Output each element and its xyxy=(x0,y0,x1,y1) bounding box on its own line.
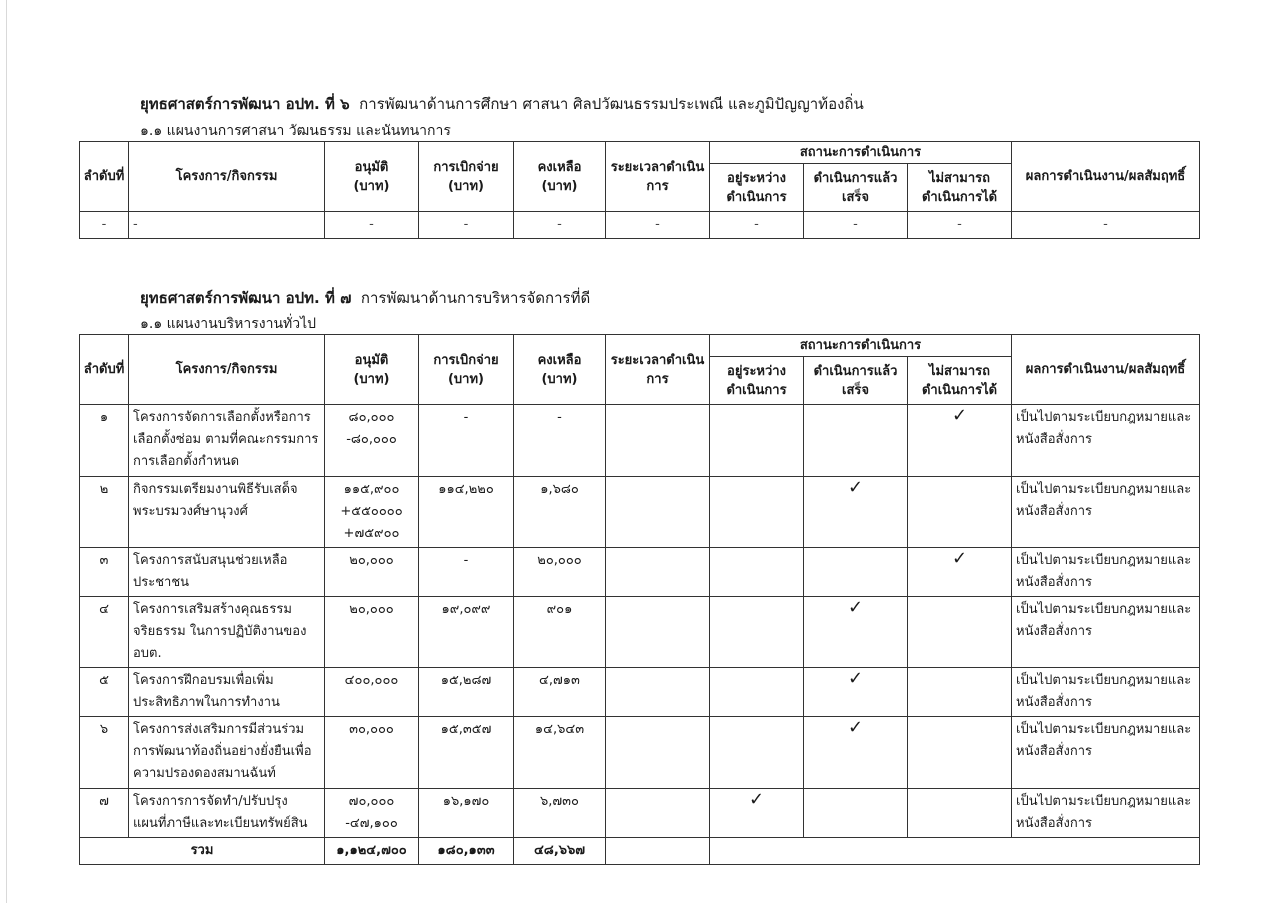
cell-project: โครงการส่งเสริมการมีส่วนร่วมการพัฒนาท้องถิ่นอย่างยั่งยืนเพื่อความปรองดองสมานฉันท์ xyxy=(129,717,325,789)
table-row xyxy=(80,477,1200,548)
cell-cannot: ✓ xyxy=(908,405,1012,477)
cell-done: ✓ xyxy=(804,477,908,548)
cell-no: ๑ xyxy=(80,405,129,477)
approved-line: -๘๐,๐๐๐ xyxy=(346,432,397,447)
cell-approved xyxy=(325,717,419,789)
cell-project: โครงการเสริมสร้างคุณธรรมจริยธรรม ในการปฏิบัติงานของ อบต. xyxy=(129,597,325,668)
total-row xyxy=(80,838,1200,865)
section7-table xyxy=(79,334,1200,865)
cell-period xyxy=(606,668,710,717)
cell-cannot: ✓ xyxy=(908,548,1012,597)
cell-project: โครงการการจัดทำ/ปรับปรุงแผนที่ภาษีและทะเบียนทรัพย์สิน xyxy=(129,789,325,838)
cell-in-progress xyxy=(710,717,804,789)
cell-no: ๖ xyxy=(80,717,129,789)
cell-result: เป็นไปตามระเบียบกฎหมายและหนังสือสั่งการ xyxy=(1012,548,1200,597)
col-period: ระยะเวลาดำเนินการ xyxy=(606,335,710,405)
cell-approved xyxy=(325,597,419,668)
col-done: ดำเนินการแล้วเสร็จ xyxy=(804,164,908,212)
cell-remaining: - xyxy=(514,405,606,477)
cell-period xyxy=(606,405,710,477)
cell-project: กิจกรรมเตรียมงานพิธีรับเสด็จพระบรมวงศ์ษานุวงศ์ xyxy=(129,477,325,548)
section6-table xyxy=(79,141,1200,239)
cell-disbursed: ๑๑๔,๒๒๐ xyxy=(419,477,514,548)
section6-heading-text: การพัฒนาด้านการศึกษา ศาสนา ศิลปวัฒนธรรมประเพณี และภูมิปัญญาท้องถิ่น xyxy=(359,95,864,113)
cell-no: ๒ xyxy=(80,477,129,548)
col-no: ลำดับที่ xyxy=(80,142,129,212)
cell-done xyxy=(804,548,908,597)
approved-line: ๑๑๕,๙๐๐ xyxy=(343,482,400,497)
cell-in-progress xyxy=(710,548,804,597)
cell-remaining: ๔,๗๑๓ xyxy=(514,668,606,717)
cell-done: ✓ xyxy=(804,597,908,668)
col-result: ผลการดำเนินงาน/ผลสัมฤทธิ์ xyxy=(1012,335,1200,405)
cell-cannot xyxy=(908,717,1012,789)
col-remaining: คงเหลือ (บาท) xyxy=(514,142,606,212)
approved-line: +๗๕๙๐๐ xyxy=(343,526,400,541)
cell-period xyxy=(606,717,710,789)
cell-in-progress xyxy=(710,597,804,668)
col-disbursed: การเบิกจ่าย (บาท) xyxy=(419,142,514,212)
section7-heading-bold: ยุทธศาสตร์การพัฒนา อปท. ที่ ๗ xyxy=(140,289,352,307)
cell-disbursed: ๑๕,๒๘๗ xyxy=(419,668,514,717)
cell-in-progress xyxy=(710,668,804,717)
cell-approved xyxy=(325,789,419,838)
cell-disbursed: ๑๖,๑๗๐ xyxy=(419,789,514,838)
cell-no: ๗ xyxy=(80,789,129,838)
cell-approved xyxy=(325,405,419,477)
approved-line: ๔๐๐,๐๐๐ xyxy=(344,673,399,688)
approved-line: ๒๐,๐๐๐ xyxy=(349,602,394,617)
cell-result: เป็นไปตามระเบียบกฎหมายและหนังสือสั่งการ xyxy=(1012,717,1200,789)
section7-heading-text: การพัฒนาด้านการบริหารจัดการที่ดี xyxy=(360,289,591,307)
cell-done: ✓ xyxy=(804,668,908,717)
cell-project: โครงการฝึกอบรมเพื่อเพิ่มประสิทธิภาพในการทำงาน xyxy=(129,668,325,717)
cell-period: - xyxy=(606,212,710,239)
table-row xyxy=(80,597,1200,668)
cell-done: - xyxy=(804,212,908,239)
approved-line: +๕๕๐๐๐๐ xyxy=(340,504,403,519)
approved-line: ๗๐,๐๐๐ xyxy=(348,794,395,809)
cell-disbursed: - xyxy=(419,212,514,239)
cell-remaining: ๑๔,๖๔๓ xyxy=(514,717,606,789)
cell-cannot xyxy=(908,597,1012,668)
cell-cannot: - xyxy=(908,212,1012,239)
approved-line: ๘๐,๐๐๐ xyxy=(348,410,395,425)
cell-approved xyxy=(325,668,419,717)
cell-approved xyxy=(325,477,419,548)
total-disbursed: ๑๘๐,๑๓๓ xyxy=(419,838,514,865)
cell-result: - xyxy=(1012,212,1200,239)
col-status: สถานะการดำเนินการ xyxy=(710,335,1012,357)
col-no: ลำดับที่ xyxy=(80,335,129,405)
cell-project: โครงการสนับสนุนช่วยเหลือประชาชน xyxy=(129,548,325,597)
total-approved: ๑,๑๒๔,๗๐๐ xyxy=(325,838,419,865)
table-row xyxy=(80,548,1200,597)
cell-cannot xyxy=(908,789,1012,838)
section6-heading xyxy=(140,92,864,116)
table-row xyxy=(80,789,1200,838)
approved-line: ๓๐,๐๐๐ xyxy=(349,722,394,737)
table-row xyxy=(80,405,1200,477)
col-in-progress: อยู่ระหว่างดำเนินการ xyxy=(710,164,804,212)
cell-period xyxy=(606,477,710,548)
col-cannot: ไม่สามารถดำเนินการได้ xyxy=(908,164,1012,212)
cell-cannot xyxy=(908,668,1012,717)
section7-subheading: ๑.๑ แผนงานบริหารงานทั่วไป xyxy=(140,316,317,332)
cell-remaining: ๖,๗๓๐ xyxy=(514,789,606,838)
scan-edge-line xyxy=(6,0,7,903)
cell-in-progress xyxy=(710,477,804,548)
col-period: ระยะเวลาดำเนินการ xyxy=(606,142,710,212)
table-row xyxy=(80,717,1200,789)
section6-heading-bold: ยุทธศาสตร์การพัฒนา อปท. ที่ ๖ xyxy=(140,95,350,113)
col-done: ดำเนินการแล้วเสร็จ xyxy=(804,357,908,405)
cell-project: โครงการจัดการเลือกตั้งหรือการเลือกตั้งซ่อม ตามที่คณะกรรมการการเลือกตั้งกำหนด xyxy=(129,405,325,477)
cell-remaining: ๑,๖๘๐ xyxy=(514,477,606,548)
total-period xyxy=(606,838,710,865)
cell-result: เป็นไปตามระเบียบกฎหมายและหนังสือสั่งการ xyxy=(1012,668,1200,717)
cell-in-progress: ✓ xyxy=(710,789,804,838)
col-cannot: ไม่สามารถดำเนินการได้ xyxy=(908,357,1012,405)
col-project: โครงการ/กิจกรรม xyxy=(129,142,325,212)
col-status: สถานะการดำเนินการ xyxy=(710,142,1012,164)
cell-result: เป็นไปตามระเบียบกฎหมายและหนังสือสั่งการ xyxy=(1012,405,1200,477)
total-label: รวม xyxy=(80,838,325,865)
cell-done: ✓ xyxy=(804,717,908,789)
cell-no: ๕ xyxy=(80,668,129,717)
col-approved: อนุมัติ (บาท) xyxy=(325,335,419,405)
approved-line: ๒๐,๐๐๐ xyxy=(349,553,394,568)
cell-no: - xyxy=(80,212,129,239)
cell-approved xyxy=(325,548,419,597)
cell-in-progress xyxy=(710,405,804,477)
cell-done xyxy=(804,405,908,477)
cell-done xyxy=(804,789,908,838)
approved-line: -๔๗,๑๐๐ xyxy=(345,816,398,831)
total-status-result xyxy=(710,838,1200,865)
cell-disbursed: ๑๕,๓๕๗ xyxy=(419,717,514,789)
cell-approved: - xyxy=(325,212,419,239)
cell-result: เป็นไปตามระเบียบกฎหมายและหนังสือสั่งการ xyxy=(1012,789,1200,838)
cell-disbursed: - xyxy=(419,405,514,477)
total-remaining: ๔๘,๖๖๗ xyxy=(514,838,606,865)
cell-result: เป็นไปตามระเบียบกฎหมายและหนังสือสั่งการ xyxy=(1012,597,1200,668)
col-in-progress: อยู่ระหว่างดำเนินการ xyxy=(710,357,804,405)
col-result: ผลการดำเนินงาน/ผลสัมฤทธิ์ xyxy=(1012,142,1200,212)
cell-disbursed: ๑๙,๐๙๙ xyxy=(419,597,514,668)
cell-in-progress: - xyxy=(710,212,804,239)
section6-subheading: ๑.๑ แผนงานการศาสนา วัฒนธรรม และนันทนาการ xyxy=(140,123,451,139)
col-project: โครงการ/กิจกรรม xyxy=(129,335,325,405)
section7-heading xyxy=(140,286,590,310)
table-row xyxy=(80,212,1200,239)
cell-no: ๓ xyxy=(80,548,129,597)
cell-remaining: ๙๐๑ xyxy=(514,597,606,668)
col-remaining: คงเหลือ (บาท) xyxy=(514,335,606,405)
cell-remaining: ๒๐,๐๐๐ xyxy=(514,548,606,597)
cell-remaining: - xyxy=(514,212,606,239)
col-approved: อนุมัติ (บาท) xyxy=(325,142,419,212)
cell-cannot xyxy=(908,477,1012,548)
table-row xyxy=(80,668,1200,717)
cell-result: เป็นไปตามระเบียบกฎหมายและหนังสือสั่งการ xyxy=(1012,477,1200,548)
col-disbursed: การเบิกจ่าย (บาท) xyxy=(419,335,514,405)
cell-disbursed: - xyxy=(419,548,514,597)
cell-period xyxy=(606,548,710,597)
cell-period xyxy=(606,597,710,668)
cell-project: - xyxy=(129,212,325,239)
cell-period xyxy=(606,789,710,838)
cell-no: ๔ xyxy=(80,597,129,668)
